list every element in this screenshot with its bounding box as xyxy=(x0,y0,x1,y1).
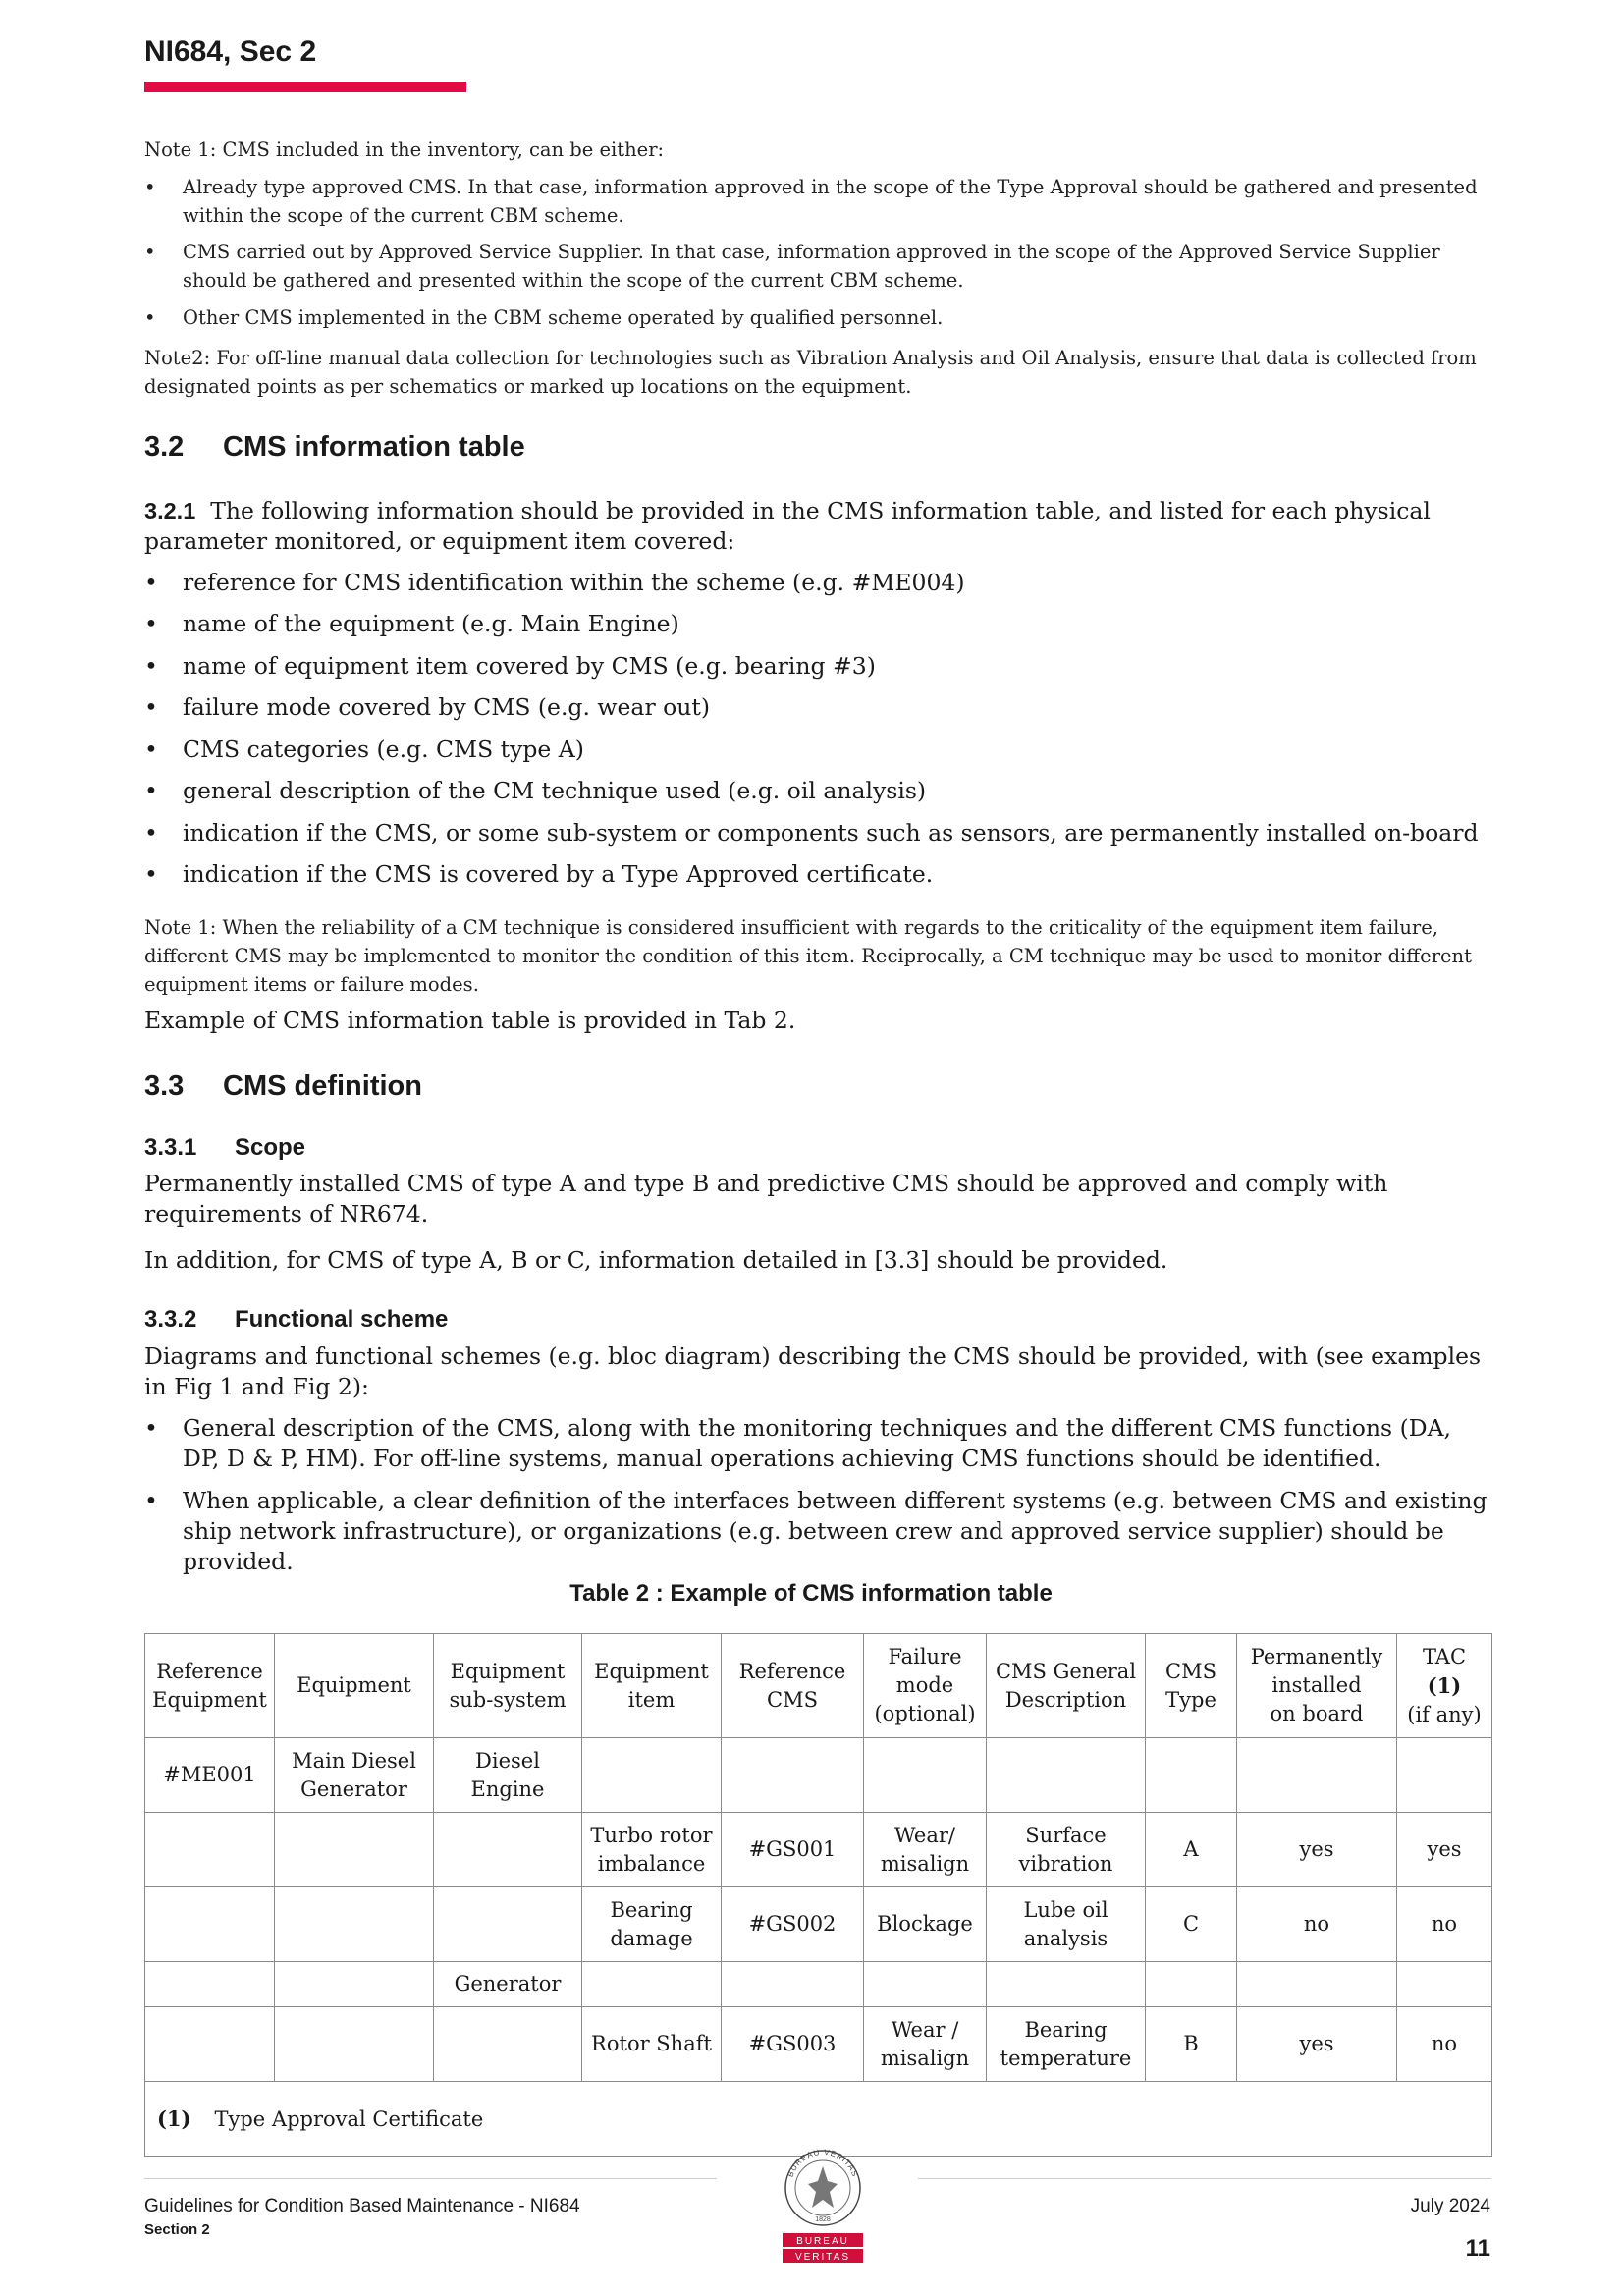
cell-line: Wear/ xyxy=(894,1823,955,1847)
scope-paragraph-1: Permanently installed CMS of type A and type B and predictive CMS should be approved and comply with requirements of NR674. xyxy=(144,1170,1388,1228)
list-item-text: name of equipment item covered by CMS (e.g. bearing #3) xyxy=(183,652,876,680)
header-cell xyxy=(1146,1634,1237,1738)
list-item xyxy=(144,692,1489,723)
header-cell xyxy=(722,1634,864,1738)
cell-line: B xyxy=(1183,2032,1199,2055)
note-list-item xyxy=(144,173,1489,230)
list-item-text: When applicable, a clear definition of the interfaces between different systems (e.g. between CMS and existing ship network infrastructure), or organizations (e.g. between crew and approved service supplier) should be provided. xyxy=(183,1487,1487,1575)
table-cell xyxy=(722,1813,864,1887)
list-item xyxy=(144,609,1489,639)
table-cell xyxy=(987,1813,1146,1887)
note-2: Note2: For off-line manual data collection for technologies such as Vibration Analysis and Oil Analysis, ensure that data is collected from designated points as per schematics or marked up locations on the equipment. xyxy=(144,347,1477,398)
note-list-item-text: Already type approved CMS. In that case, information approved in the scope of the Type Approval should be gathered and presented within the scope of the current CBM scheme. xyxy=(183,176,1478,227)
table-cell xyxy=(987,1887,1146,1962)
header-cell xyxy=(987,1634,1146,1738)
list-item-text: name of the equipment (e.g. Main Engine) xyxy=(183,610,679,637)
bullet-icon: • xyxy=(144,176,156,198)
cell-line: CMS xyxy=(1165,1659,1216,1683)
cell-line: yes xyxy=(1299,1837,1334,1861)
cell-line: damage xyxy=(610,1926,693,1950)
cell-line: temperature xyxy=(1000,2046,1132,2070)
header-cell xyxy=(275,1634,434,1738)
table-cell xyxy=(145,2007,275,2082)
cell-line: Lube oil xyxy=(1023,1897,1108,1922)
cell-line: #GS001 xyxy=(748,1837,837,1861)
bureau-veritas-logo xyxy=(779,2147,867,2265)
cell-line: on board xyxy=(1270,1702,1364,1725)
bullet-icon: • xyxy=(144,693,158,721)
table-cell xyxy=(582,1738,722,1813)
cell-line: yes xyxy=(1299,2032,1334,2055)
list-item xyxy=(144,1413,1489,1474)
bullet-icon: • xyxy=(144,736,158,763)
table-cell xyxy=(1237,1738,1397,1813)
page-header-title: NI684, Sec 2 xyxy=(144,35,317,68)
logo-text-veritas: VERITAS xyxy=(794,2252,851,2263)
cell-line: imbalance xyxy=(597,1851,706,1876)
list-item xyxy=(144,1486,1489,1577)
header-cell xyxy=(1397,1634,1492,1738)
table-cell xyxy=(1146,1813,1237,1887)
logo-ring-text: BUREAU VERITAS xyxy=(785,2147,860,2179)
subsection-title: Scope xyxy=(235,1134,306,1161)
cell-line: Generator xyxy=(300,1777,407,1801)
header-accent-rule xyxy=(144,82,466,92)
list-item xyxy=(144,568,1489,598)
table-cell xyxy=(1397,1887,1492,1962)
header-cell xyxy=(434,1634,582,1738)
list-item-text: CMS categories (e.g. CMS type A) xyxy=(183,736,584,763)
footer-date: July 2024 xyxy=(1410,2196,1490,2216)
header-cell xyxy=(582,1634,722,1738)
scope-paragraph-2: In addition, for CMS of type A, B or C, information detailed in [3.3] should be provided. xyxy=(144,1246,1168,1274)
table-title: Table 2 : Example of CMS information table xyxy=(569,1580,1053,1607)
table-cell xyxy=(722,2007,864,2082)
cell-line: sub-system xyxy=(449,1687,567,1712)
section-number: 3.3 xyxy=(144,1070,185,1102)
table-cell xyxy=(275,1813,434,1887)
table-cell xyxy=(1397,1813,1492,1887)
table-cell xyxy=(1146,1738,1237,1813)
table-cell xyxy=(1146,2007,1237,2082)
table-row xyxy=(145,1738,1492,1813)
footer-document-title: Guidelines for Condition Based Maintenance - NI684 xyxy=(144,2196,580,2216)
table-cell xyxy=(145,1962,275,2007)
bullet-icon: • xyxy=(144,777,158,804)
table-footnote xyxy=(145,2082,1492,2157)
table-cell xyxy=(275,2007,434,2082)
logo-year: 1828 xyxy=(815,2216,831,2223)
table-cell xyxy=(434,1887,582,1962)
note-list-item xyxy=(144,238,1489,295)
cell-line: (if any) xyxy=(1407,1702,1482,1726)
table-cell xyxy=(987,1962,1146,2007)
bullet-icon: • xyxy=(144,306,156,329)
bullet-icon: • xyxy=(144,241,156,263)
table-cell xyxy=(145,1887,275,1962)
note-list-item-text: Other CMS implemented in the CBM scheme operated by qualified personnel. xyxy=(183,306,944,329)
cell-line: Surface xyxy=(1025,1823,1107,1847)
cell-line: Reference xyxy=(156,1659,263,1683)
table-cell xyxy=(1237,1962,1397,2007)
bullet-icon: • xyxy=(144,1487,158,1514)
bullet-icon: • xyxy=(144,652,158,680)
section-title: CMS information table xyxy=(223,431,525,463)
table-row xyxy=(145,1962,1492,2007)
footer-section-label: Section 2 xyxy=(144,2221,210,2238)
cell-line: Bearing xyxy=(610,1897,693,1922)
cell-line: Main Diesel xyxy=(292,1748,416,1773)
list-item xyxy=(144,735,1489,765)
table-cell xyxy=(987,1738,1146,1813)
bullet-icon: • xyxy=(144,860,158,888)
table-cell xyxy=(275,1738,434,1813)
table-cell xyxy=(582,2007,722,2082)
footer-rule-left xyxy=(144,2178,717,2179)
table-cell xyxy=(1146,1962,1237,2007)
cell-line: Bearing xyxy=(1024,2017,1108,2042)
cell-line: Equipment xyxy=(450,1659,566,1683)
cell-line: misalign xyxy=(880,1851,970,1876)
subsection-3-3-1-heading xyxy=(144,1134,305,1162)
list-item-text: indication if the CMS, or some sub-system or components such as sensors, are permanently installed on-board xyxy=(183,819,1479,847)
cell-line: yes xyxy=(1427,1837,1462,1861)
logo-text-bureau: BUREAU xyxy=(796,2236,849,2247)
cell-line: #ME001 xyxy=(163,1763,256,1786)
table-cell xyxy=(1397,1962,1492,2007)
paragraph-text: The following information should be provided in the CMS information table, and listed for each physical parameter monitored, or equipment item covered: xyxy=(144,497,1431,555)
table-cell xyxy=(275,1962,434,2007)
bullet-icon: • xyxy=(144,610,158,637)
cell-line: no xyxy=(1431,1912,1458,1936)
table-cell xyxy=(145,1813,275,1887)
table-cell xyxy=(1146,1887,1237,1962)
note-1-intro: Note 1: CMS included in the inventory, can be either: xyxy=(144,138,665,161)
cell-line: A xyxy=(1183,1837,1199,1861)
cell-line: Wear / xyxy=(891,2017,959,2042)
header-cell xyxy=(864,1634,987,1738)
table-cell xyxy=(434,1813,582,1887)
table-body xyxy=(145,1738,1492,2157)
note-list-item-text: CMS carried out by Approved Service Supplier. In that case, information approved in the scope of the Approved Service Supplier should be gathered and presented within the scope of the current CBM scheme. xyxy=(183,241,1440,292)
footnote-mark: (1) xyxy=(157,2105,191,2131)
list-item xyxy=(144,859,1489,890)
list-item xyxy=(144,776,1489,806)
section-3-2-heading xyxy=(144,431,525,464)
section-3-2-note-1: Note 1: When the reliability of a CM technique is considered insufficient with regards to the criticality of the equipment item failure, different CMS may be implemented to monitor the condition of this item. Reciprocally, a CM technique may be used to monitor different equipment items or failure modes. xyxy=(144,916,1472,996)
table-header-row xyxy=(145,1634,1492,1738)
table-cell xyxy=(434,2007,582,2082)
cell-line: #GS003 xyxy=(748,2032,837,2055)
cell-line: mode xyxy=(895,1673,954,1697)
footer-rule-right xyxy=(918,2178,1491,2179)
list-item xyxy=(144,818,1489,848)
table-cell xyxy=(434,1738,582,1813)
table-cell xyxy=(582,1813,722,1887)
cell-line: vibration xyxy=(1018,1851,1113,1876)
cell-line: item xyxy=(627,1687,676,1712)
cell-line: Diesel xyxy=(475,1748,540,1773)
table-cell xyxy=(1397,1738,1492,1813)
section-3-2-example: Example of CMS information table is provided in Tab 2. xyxy=(144,1007,796,1034)
table-cell xyxy=(864,1962,987,2007)
list-item-text: General description of the CMS, along with the monitoring techniques and the different CMS functions (DA, DP, D & P, HM). For off-line systems, manual operations achieving CMS functions should be identified. xyxy=(183,1414,1452,1472)
cell-line: CMS General xyxy=(995,1659,1137,1683)
subsection-number: 3.3.2 xyxy=(144,1306,197,1333)
table-cell xyxy=(582,1887,722,1962)
cell-line: CMS xyxy=(767,1687,818,1712)
cell-line: Equipment xyxy=(297,1673,411,1697)
table-cell xyxy=(722,1962,864,2007)
cell-line: Rotor Shaft xyxy=(591,2032,712,2055)
table-cell xyxy=(1237,1813,1397,1887)
note-list-item xyxy=(144,303,1489,332)
table-cell xyxy=(1397,2007,1492,2082)
section-title: CMS definition xyxy=(223,1070,422,1102)
cell-line: Turbo rotor xyxy=(590,1823,713,1847)
table-row xyxy=(145,2007,1492,2082)
table-cell xyxy=(275,1887,434,1962)
subsection-3-3-2-heading xyxy=(144,1306,448,1334)
cell-line: C xyxy=(1182,1912,1200,1936)
cell-line: Failure xyxy=(888,1645,962,1668)
bullet-icon: • xyxy=(144,569,158,596)
cell-line: Equipment xyxy=(152,1687,267,1712)
bullet-icon: • xyxy=(144,1414,158,1442)
table-cell xyxy=(864,1813,987,1887)
table-cell xyxy=(864,1887,987,1962)
cell-line: (optional) xyxy=(874,1702,976,1725)
cell-line: Engine xyxy=(470,1777,545,1801)
paragraph-number: 3.2.1 xyxy=(144,498,196,523)
cell-line: Generator xyxy=(454,1972,562,1995)
cell-line: no xyxy=(1303,1912,1330,1936)
cell-line: misalign xyxy=(880,2046,970,2070)
cell-line: Reference xyxy=(738,1659,846,1683)
cell-line: TAC xyxy=(1422,1644,1467,1668)
section-number: 3.2 xyxy=(144,431,185,463)
cell-line: Equipment xyxy=(594,1659,709,1683)
table-cell xyxy=(1237,2007,1397,2082)
cms-information-table xyxy=(144,1633,1492,2157)
list-item-text: general description of the CM technique used (e.g. oil analysis) xyxy=(183,777,927,804)
section-3-3-heading xyxy=(144,1070,422,1103)
cell-line: Blockage xyxy=(877,1912,973,1936)
cell-line: Type xyxy=(1165,1687,1216,1712)
cell-line: installed xyxy=(1271,1673,1362,1697)
subsection-title: Functional scheme xyxy=(235,1306,449,1333)
table-cell xyxy=(1237,1887,1397,1962)
cell-line: (1) xyxy=(1427,1672,1462,1698)
page-number: 11 xyxy=(1465,2235,1490,2262)
table-cell xyxy=(864,2007,987,2082)
paragraph-3-2-1 xyxy=(144,496,1489,557)
table-cell xyxy=(722,1887,864,1962)
cell-line: analysis xyxy=(1023,1926,1108,1950)
table-cell xyxy=(582,1962,722,2007)
table-cell xyxy=(864,1738,987,1813)
table-cell xyxy=(145,1738,275,1813)
list-item-text: indication if the CMS is covered by a Type Approved certificate. xyxy=(183,860,934,888)
list-item-text: failure mode covered by CMS (e.g. wear out) xyxy=(183,693,711,721)
table-row xyxy=(145,1887,1492,1962)
cell-line: no xyxy=(1431,2032,1458,2055)
subsection-number: 3.3.1 xyxy=(144,1134,197,1161)
table-row xyxy=(145,1813,1492,1887)
cell-line: Permanently xyxy=(1250,1645,1383,1668)
list-item xyxy=(144,651,1489,682)
table-cell xyxy=(722,1738,864,1813)
list-item-text: reference for CMS identification within the scheme (e.g. #ME004) xyxy=(183,569,965,596)
functional-paragraph: Diagrams and functional schemes (e.g. bloc diagram) describing the CMS should be provided, with (see examples in Fig 1 and Fig 2): xyxy=(144,1342,1482,1400)
table-cell xyxy=(434,1962,582,2007)
header-cell xyxy=(145,1634,275,1738)
header-cell xyxy=(1237,1634,1397,1738)
table-footnote-row xyxy=(145,2082,1492,2157)
table-cell xyxy=(987,2007,1146,2082)
cell-line: Description xyxy=(1004,1687,1127,1712)
bullet-icon: • xyxy=(144,819,158,847)
footnote-text: Type Approval Certificate xyxy=(214,2106,484,2131)
cell-line: #GS002 xyxy=(748,1912,837,1936)
